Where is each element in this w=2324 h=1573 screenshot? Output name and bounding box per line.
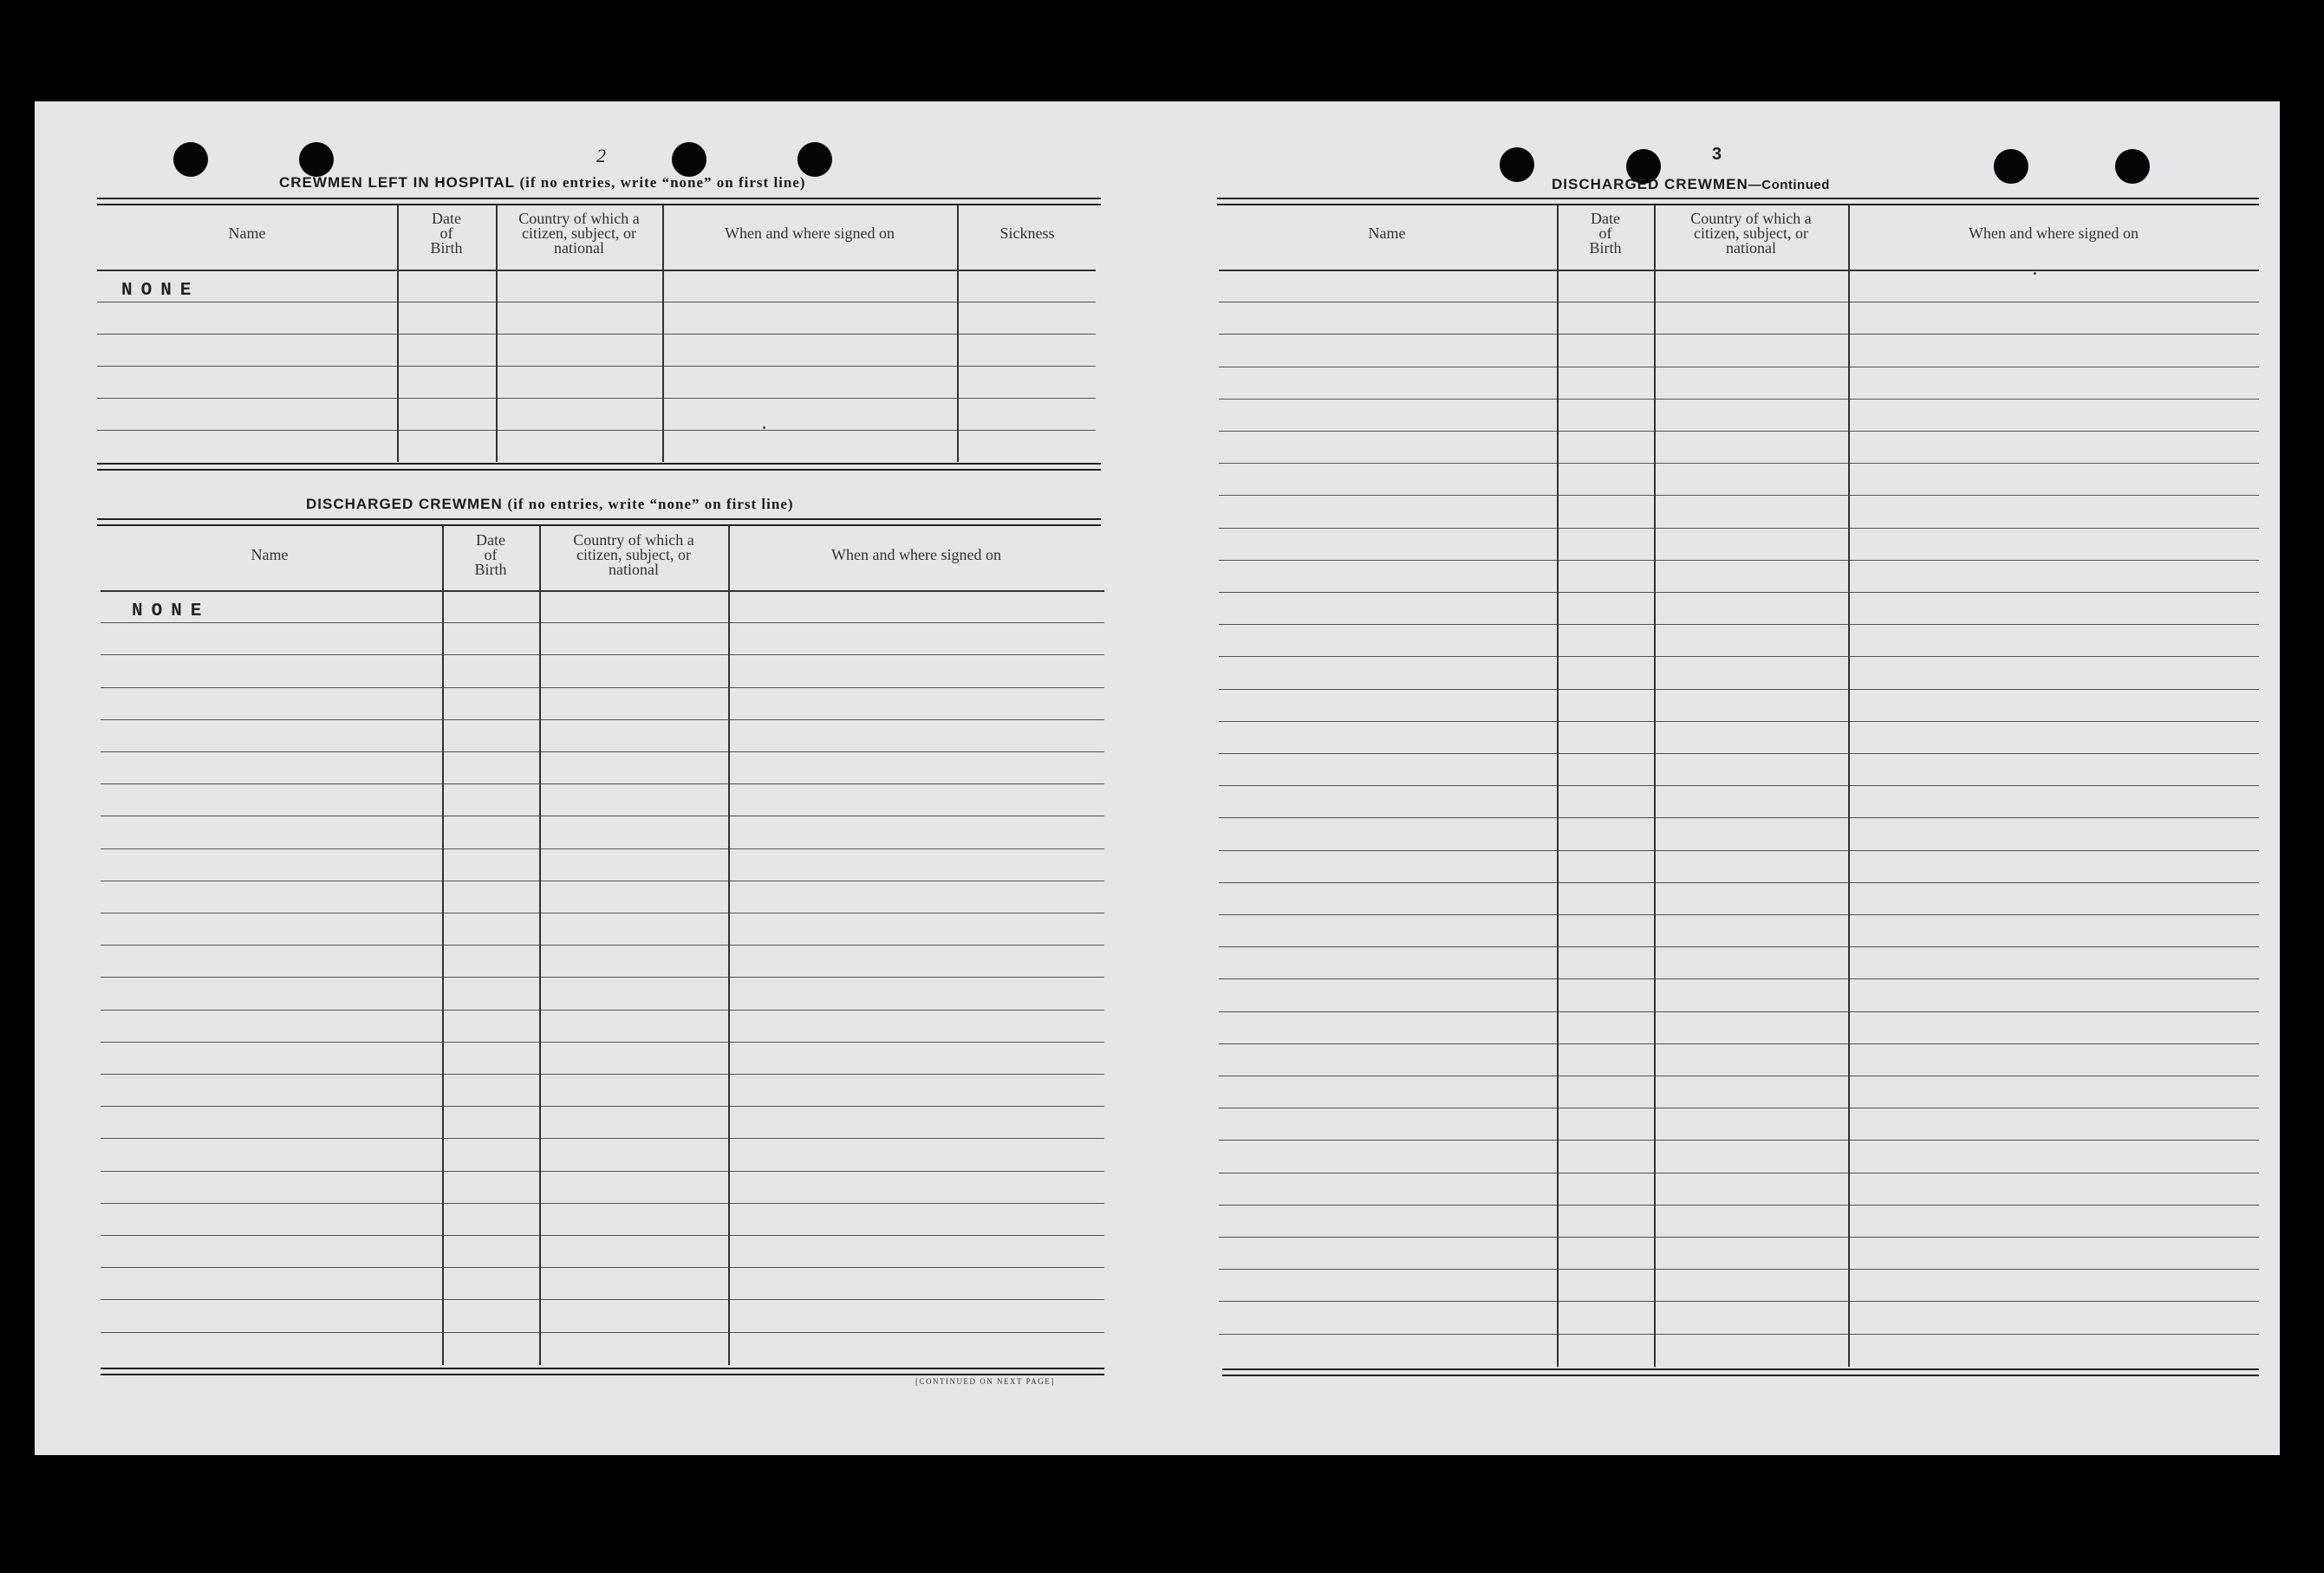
right-row-rule [1219, 785, 2259, 786]
right-row-rule [1219, 528, 2259, 529]
right-row-rule [1219, 850, 2259, 851]
discharged-row-rule [101, 945, 1104, 946]
page-number-right: 3 [1712, 145, 1722, 164]
discharged-row-rule [101, 654, 1104, 655]
right-row-rule [1219, 560, 2259, 561]
right-title-suffix: —Continued [1748, 178, 1830, 192]
hospital-entry-none: NONE [121, 281, 200, 301]
right-row-rule [1219, 753, 2259, 754]
hospital-row-rule [97, 366, 1096, 367]
hospital-column-header: Date of Birth [430, 210, 463, 257]
right-row-rule [1219, 1237, 2259, 1238]
right-row-rule [1219, 463, 2259, 464]
hospital-row-rule [97, 430, 1096, 431]
discharged-row-rule [101, 1267, 1104, 1268]
right-row-rule [1219, 1269, 2259, 1270]
binder-hole [672, 142, 706, 177]
hospital-header-rule [97, 270, 1096, 271]
right-row-rule [1219, 1334, 2259, 1335]
discharged-row-rule [101, 1332, 1104, 1333]
right-row-rule [1219, 689, 2259, 690]
right-row-rule [1219, 1140, 2259, 1141]
discharged-column-header: Date of Birth [474, 530, 507, 578]
right-column-header: When and where signed on [1969, 224, 2138, 242]
right-section-title [1552, 176, 1830, 193]
discharged-row-rule [101, 1203, 1104, 1204]
discharged-row-rule [101, 1042, 1104, 1043]
discharged-row-rule [101, 783, 1104, 784]
hospital-row-rule [97, 398, 1096, 399]
hospital-column-divider [662, 205, 664, 462]
page-number-left: 2 [596, 145, 606, 166]
discharged-header-rule [101, 590, 1104, 592]
discharged-column-divider [728, 526, 730, 1365]
hospital-section-title [279, 174, 806, 192]
discharged-column-header: Name [251, 545, 289, 563]
right-column-header: Name [1368, 224, 1406, 242]
right-column-header: Date of Birth [1589, 210, 1622, 257]
binder-hole [1500, 147, 1534, 182]
hospital-title-text: CREWMEN LEFT IN HOSPITAL [279, 174, 515, 191]
discharged-column-divider [442, 526, 444, 1365]
right-row-rule [1219, 592, 2259, 593]
binder-hole [173, 142, 208, 177]
hospital-column-divider [957, 205, 959, 462]
discharged-row-rule [101, 1106, 1104, 1107]
discharged-section-title [306, 496, 794, 513]
hospital-column-header: Country of which a citizen, subject, or national [518, 210, 640, 257]
discharged-row-rule [101, 1010, 1104, 1011]
hospital-instruction: (if no entries, write “none” on first line) [519, 174, 806, 191]
discharged-row-rule [101, 977, 1104, 978]
binder-hole [299, 142, 334, 177]
hospital-column-header: Name [228, 224, 266, 242]
hospital-row-rule [97, 334, 1096, 335]
binder-hole [1994, 149, 2028, 184]
right-title-text: DISCHARGED CREWMEN [1552, 176, 1748, 192]
continued-note: [CONTINUED ON NEXT PAGE] [915, 1377, 1055, 1386]
right-row-rule [1219, 1011, 2259, 1012]
hospital-top-rule [97, 198, 1101, 205]
pencil-mark [2034, 272, 2036, 275]
right-bottom-rule [1222, 1368, 2259, 1376]
right-row-rule [1219, 1043, 2259, 1044]
hospital-bottom-rule [97, 463, 1101, 471]
right-row-rule [1219, 1205, 2259, 1206]
right-row-rule [1219, 946, 2259, 947]
discharged-column-header: When and where signed on [831, 545, 1001, 563]
right-top-rule [1217, 198, 2259, 205]
pencil-mark [763, 426, 765, 429]
binder-hole [2115, 149, 2150, 184]
right-row-rule [1219, 334, 2259, 335]
hospital-column-divider [496, 205, 498, 462]
right-column-divider [1654, 205, 1656, 1367]
discharged-title-text: DISCHARGED CREWMEN [306, 496, 503, 512]
right-row-rule [1219, 978, 2259, 979]
right-header-rule [1219, 270, 2259, 271]
binder-hole [797, 142, 832, 177]
discharged-row-rule [101, 1074, 1104, 1075]
discharged-row-rule [101, 719, 1104, 720]
discharged-row-rule [101, 1299, 1104, 1300]
hospital-column-header: Sickness [999, 224, 1055, 242]
discharged-column-header: Country of which a citizen, subject, or national [573, 530, 694, 578]
right-row-rule [1219, 656, 2259, 657]
right-row-rule [1219, 495, 2259, 496]
discharged-row-rule [101, 687, 1104, 688]
right-row-rule [1219, 624, 2259, 625]
hospital-column-header: When and where signed on [725, 224, 895, 242]
discharged-row-rule [101, 1171, 1104, 1172]
right-row-rule [1219, 399, 2259, 400]
discharged-row-rule [101, 622, 1104, 623]
right-row-rule [1219, 882, 2259, 883]
discharged-entry-none: NONE [132, 601, 211, 621]
hospital-column-divider [397, 205, 399, 462]
right-row-rule [1219, 914, 2259, 915]
right-row-rule [1219, 817, 2259, 818]
discharged-column-divider [539, 526, 541, 1365]
discharged-row-rule [101, 1235, 1104, 1236]
right-row-rule [1219, 431, 2259, 432]
discharged-row-rule [101, 848, 1104, 849]
discharged-bottom-rule [101, 1368, 1104, 1375]
discharged-instruction: (if no entries, write “none” on first line) [507, 496, 794, 512]
discharged-row-rule [101, 1138, 1104, 1139]
right-row-rule [1219, 721, 2259, 722]
right-column-divider [1557, 205, 1559, 1367]
discharged-row-rule [101, 751, 1104, 752]
right-column-divider [1848, 205, 1850, 1367]
discharged-top-rule [97, 518, 1101, 526]
right-column-header: Country of which a citizen, subject, or national [1690, 210, 1812, 257]
form-sheet [35, 101, 2280, 1455]
right-row-rule [1219, 1301, 2259, 1302]
